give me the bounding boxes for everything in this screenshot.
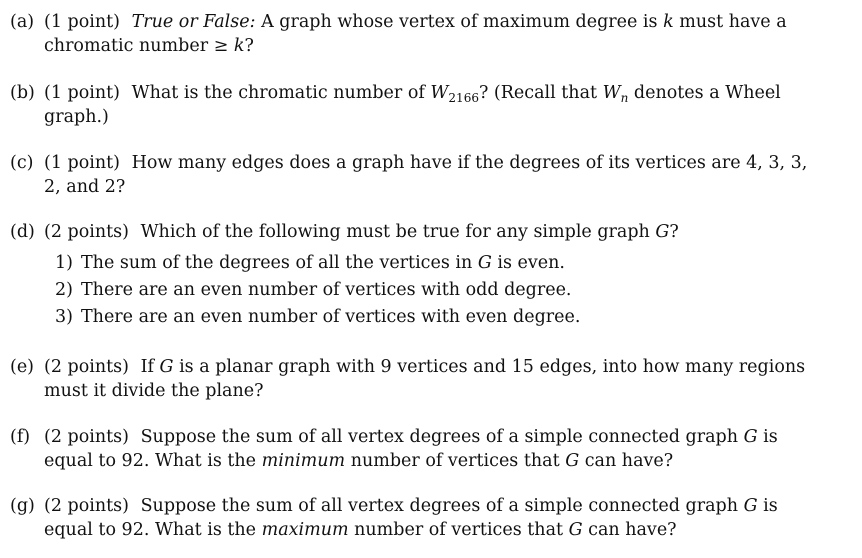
question-text: Suppose the sum of all vertex degrees of a simple connected graph G is equal to 92. What is the minimum number of vertices that G can have? [44, 427, 778, 471]
question-a [10, 10, 810, 58]
question-label: (a) [10, 12, 35, 32]
question-e [10, 355, 810, 403]
option-number: 1) [55, 253, 73, 273]
question-label: (e) [10, 357, 35, 377]
option-text: There are an even number of vertices with even degree. [81, 307, 581, 327]
question-text: A graph whose vertex of maximum degree is k must have a chromatic number ≥ k? [44, 12, 787, 56]
question-d [10, 220, 810, 331]
question-points: (2 points) [44, 222, 129, 242]
question-c [10, 151, 810, 199]
option-number: 3) [55, 307, 73, 327]
option-item [55, 277, 810, 304]
question-points: (2 points) [44, 357, 129, 377]
question-lead: True or False: [131, 12, 256, 32]
question-label: (g) [10, 496, 35, 516]
question-points: (1 point) [44, 153, 120, 173]
question-text: If G is a planar graph with 9 vertices and 15 edges, into how many regions must it divide the plane? [44, 357, 806, 401]
option-text: The sum of the degrees of all the vertices in G is even. [81, 253, 565, 273]
question-points: (1 point) [44, 12, 120, 32]
question-text: How many edges does a graph have if the degrees of its vertices are 4, 3, 3, 2, and 2? [44, 153, 808, 197]
question-text: Suppose the sum of all vertex degrees of a simple connected graph G is equal to 92. What is the maximum number of vertices that G can have? [44, 496, 778, 540]
question-text: Which of the following must be true for any simple graph G? [140, 222, 679, 242]
question-b [10, 81, 810, 129]
option-number: 2) [55, 280, 73, 300]
option-item [55, 250, 810, 277]
question-points: (1 point) [44, 83, 120, 103]
option-text: There are an even number of vertices with odd degree. [81, 280, 572, 300]
option-list [55, 250, 810, 331]
question-points: (2 points) [44, 427, 129, 447]
question-g [10, 494, 810, 542]
question-label: (c) [10, 153, 34, 173]
question-text: What is the chromatic number of $W_{2166}$? (Recall that $W_n$ denotes a Wheel graph.) [44, 83, 781, 127]
question-points: (2 points) [44, 496, 129, 516]
question-label: (f) [10, 427, 31, 447]
question-f [10, 425, 810, 473]
option-item [55, 304, 810, 331]
question-label: (d) [10, 222, 35, 242]
question-label: (b) [10, 83, 35, 103]
